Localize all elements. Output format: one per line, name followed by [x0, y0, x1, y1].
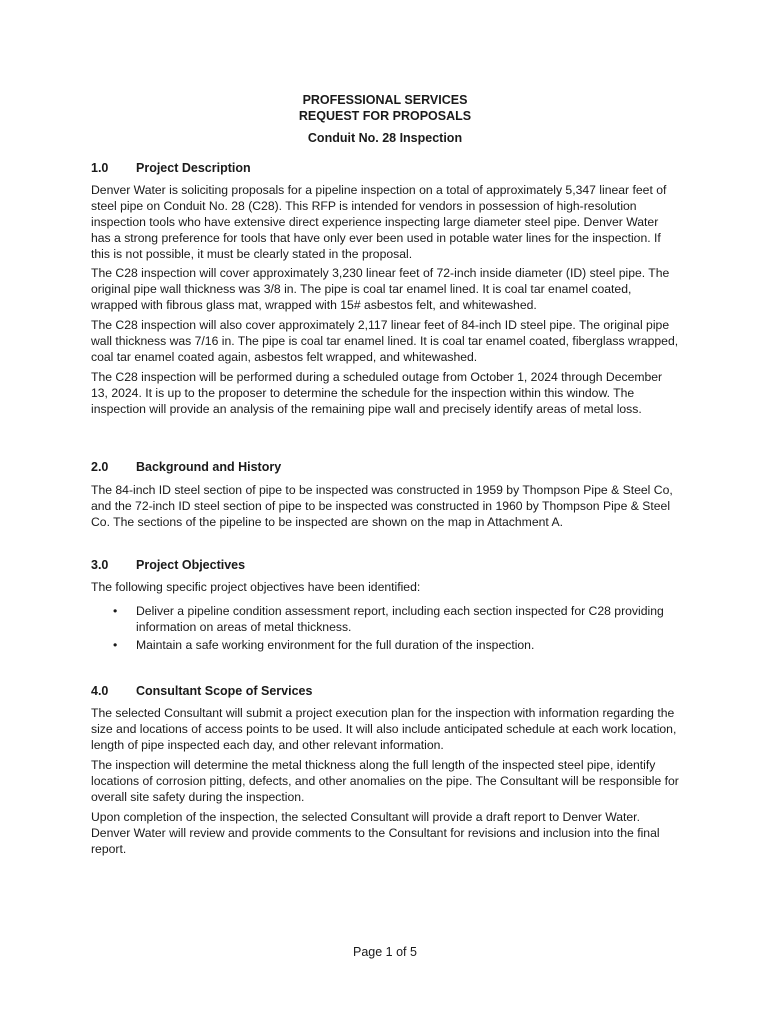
- section-number: 4.0: [91, 684, 109, 698]
- paragraph: The 84-inch ID steel section of pipe to be inspected was constructed in 1959 by Thompson Pipe & Steel Co, and the 72-inch ID steel section of pipe to be inspected was constructed in 1960 by Thompson Pipe & Steel Co. The sections of the pipeline to be inspected are shown on the map in Attachment A.: [91, 483, 673, 529]
- paragraph: The following specific project objectives have been identified:: [91, 580, 421, 594]
- paragraph: The C28 inspection will be performed during a scheduled outage from October 1, 2024 through December 13, 2024. It is up to the proposer to determine the schedule for the inspection within this window. The inspection will provide an analysis of the remaining pipe wall and precisely identify areas of metal loss.: [91, 370, 663, 416]
- list-item: • Deliver a pipeline condition assessment report, including each section inspected for C28 providing information on areas of metal thickness.: [91, 603, 681, 635]
- list-item: • Maintain a safe working environment for the full duration of the inspection.: [91, 637, 681, 653]
- section-title: Project Description: [136, 161, 251, 175]
- paragraph: The C28 inspection will cover approximately 3,230 linear feet of 72-inch inside diameter (ID) steel pipe. The original pipe wall thickness was 3/8 in. The pipe is coal tar enamel lined. It is coal tar enamel coated, wrapped with fibrous glass mat, wrapped with 15# asbestos felt, and whitewashed.: [91, 266, 670, 312]
- header-line-2: REQUEST FOR PROPOSALS: [298, 109, 472, 123]
- paragraph: The selected Consultant will submit a project execution plan for the inspection with information regarding the size and locations of access points to be used. It will also include anticipated schedule at each work location, length of pipe inspected each day, and other relevant information.: [91, 706, 677, 752]
- paragraph: Upon completion of the inspection, the selected Consultant will provide a draft report to Denver Water. Denver Water will review and provide comments to the Consultant for revisions and inclusion into the final report.: [91, 810, 660, 856]
- page-number: Page 1 of 5: [353, 945, 417, 959]
- paragraph: Denver Water is soliciting proposals for a pipeline inspection on a total of approximately 5,347 linear feet of steel pipe on Conduit No. 28 (C28). This RFP is intended for vendors in possession of high-resolution inspection tools who have extensive direct experience inspecting large diameter steel pipe. Denver Water has a strong preference for tools that have only ever been used in potable water lines for the inspection. If this is not possible, it must be clearly stated in the proposal.: [91, 183, 667, 261]
- paragraph: The C28 inspection will also cover approximately 2,117 linear feet of 84-inch ID steel pipe. The original pipe wall thickness was 7/16 in. The pipe is coal tar enamel lined. It is coal tar enamel coated, fiberglass wrapped, coal tar enamel coated again, asbestos felt wrapped, and whitewashed.: [91, 318, 679, 364]
- section-heading-3: [91, 558, 245, 572]
- objectives-list: [91, 603, 681, 655]
- section-title: Consultant Scope of Services: [136, 684, 313, 698]
- section-heading-2: [91, 460, 281, 474]
- section-title: Project Objectives: [136, 558, 246, 572]
- document-title: Conduit No. 28 Inspection: [307, 131, 463, 145]
- section-number: 2.0: [91, 460, 109, 474]
- section-heading-1: [91, 161, 251, 175]
- section-title: Background and History: [136, 460, 282, 474]
- header-line-1: PROFESSIONAL SERVICES: [302, 93, 468, 107]
- paragraph: The inspection will determine the metal thickness along the full length of the inspected steel pipe, identify locations of corrosion pitting, defects, and other anomalies on the pipe. The Consultant will be responsible for overall site safety during the inspection.: [91, 758, 679, 804]
- section-number: 3.0: [91, 558, 109, 572]
- section-heading-4: [91, 684, 312, 698]
- section-number: 1.0: [91, 161, 109, 175]
